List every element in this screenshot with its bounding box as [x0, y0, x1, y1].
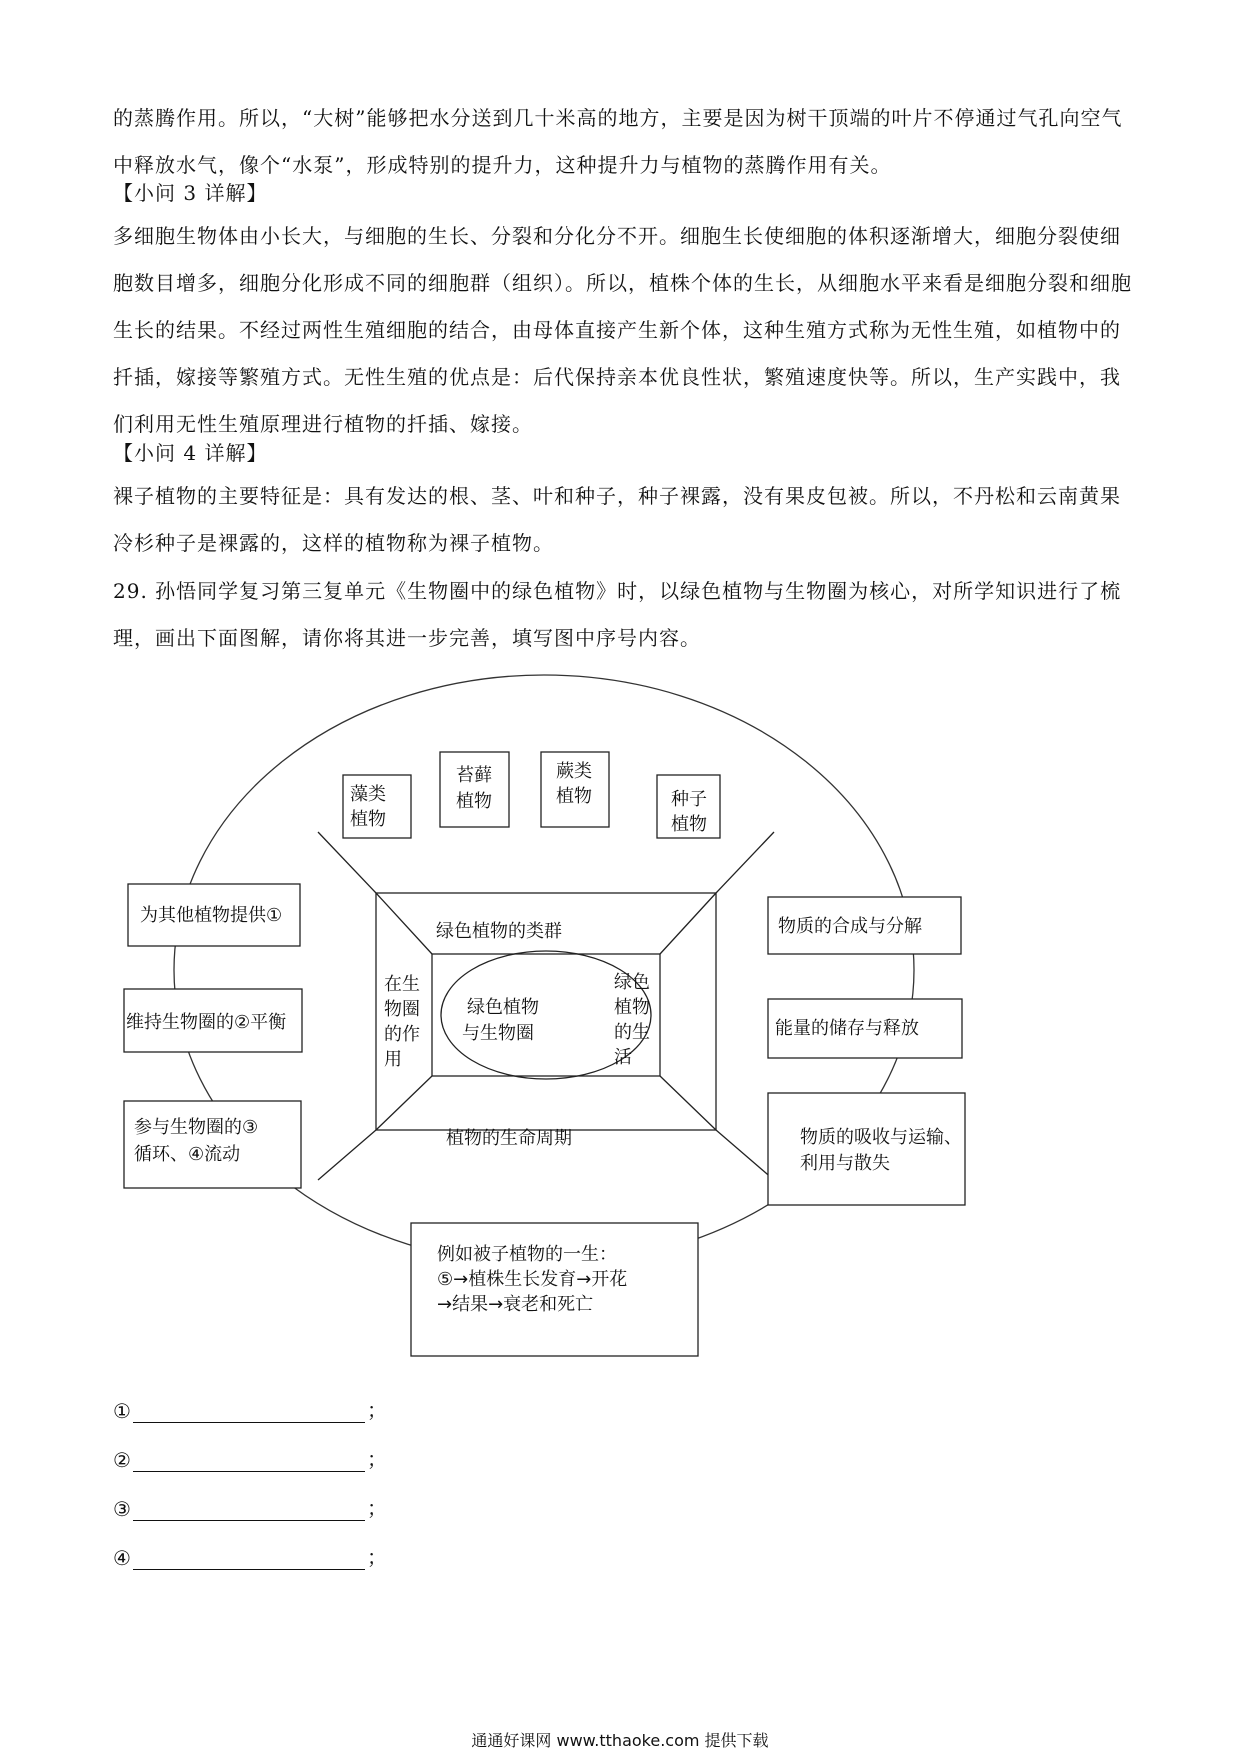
center-bottom-label: 植物的生命周期 — [446, 1128, 572, 1149]
center-left-label-2: 物圈 — [384, 999, 420, 1020]
right-1-label: 物质的合成与分解 — [778, 916, 922, 937]
moss-label-2: 植物 — [456, 791, 492, 812]
box-right-3 — [768, 1093, 965, 1205]
connector-line — [716, 1130, 774, 1180]
blank-3-number: ③ — [113, 1497, 131, 1521]
subquestion-4-heading: 【小问 4 详解】 — [113, 441, 268, 465]
blank-2-number: ② — [113, 1448, 131, 1472]
center-right-label-2: 植物 — [614, 997, 650, 1018]
center-left-label-1: 在生 — [384, 974, 420, 995]
blank-1-end: ； — [366, 1398, 387, 1422]
right-3-label-2: 利用与散失 — [800, 1153, 890, 1174]
blank-1-number: ① — [113, 1399, 131, 1423]
seed-label-2: 植物 — [671, 814, 707, 835]
fern-label-1: 蕨类 — [556, 761, 592, 782]
answer-blank-4[interactable] — [113, 1541, 387, 1570]
right-3-label-1: 物质的吸收与运输、 — [800, 1127, 962, 1148]
center-right-label-3: 的生 — [614, 1022, 650, 1043]
center-top-label: 绿色植物的类群 — [436, 921, 562, 942]
blank-4-number: ④ — [113, 1546, 131, 1570]
paragraph-transpiration: 的蒸腾作用。所以，“大树”能够把水分送到几十米高的地方，主要是因为树干顶端的叶片不停通过气孔向空气中释放水气，像个“水泵”，形成特别的提升力，这种提升力与植物的蒸腾作用有关。 — [113, 106, 1123, 177]
blank-3-line[interactable] — [133, 1498, 365, 1521]
right-2-label: 能量的储存与释放 — [775, 1018, 919, 1039]
box-moss — [440, 752, 509, 827]
answer-blank-1[interactable] — [113, 1394, 387, 1423]
moss-label-1: 苔藓 — [456, 765, 492, 786]
seed-label-1: 种子 — [671, 789, 707, 810]
blank-4-end: ； — [366, 1545, 387, 1569]
core-label-2: 与生物圈 — [462, 1023, 534, 1044]
center-left-label-3: 的作 — [384, 1024, 420, 1045]
answer-blank-3[interactable] — [113, 1492, 387, 1521]
center-right-label-1: 绿色 — [614, 972, 650, 993]
blank-2-line[interactable] — [133, 1449, 365, 1472]
lifecycle-label-3: →结果→衰老和死亡 — [437, 1294, 594, 1315]
center-left-label-4: 用 — [384, 1049, 402, 1070]
paragraph-gymnosperm: 裸子植物的主要特征是：具有发达的根、茎、叶和种子，种子裸露，没有果皮包被。所以，不丹松和云南黄果冷杉种子是裸露的，这样的植物称为裸子植物。 — [113, 484, 1121, 555]
lifecycle-label-2: ⑤→植株生长发育→开花 — [437, 1269, 628, 1290]
blank-2-end: ； — [366, 1447, 387, 1471]
connector-line — [318, 832, 376, 893]
fern-label-2: 植物 — [556, 786, 592, 807]
page-footer: 通通好课网 www.tthaoke.com 提供下载 — [471, 1731, 769, 1750]
paragraph-cell-growth: 多细胞生物体由小长大，与细胞的生长、分裂和分化分不开。细胞生长使细胞的体积逐渐增大，细胞分裂使细胞数目增多，细胞分化形成不同的细胞群（组织）。所以，植株个体的生长，从细胞水平来看是细胞分裂和细胞生长的结果。不经过两性生殖细胞的结合，由母体直接产生新个体，这种生殖方式称为无性生殖，如植物中的扦插，嫁接等繁殖方式。无性生殖的优点是：后代保持亲本优良性状，繁殖速度快等。所以，生产实践中，我们利用无性生殖原理进行植物的扦插、嫁接。 — [113, 224, 1132, 436]
blank-4-line[interactable] — [133, 1547, 365, 1570]
algae-label-1: 藻类 — [350, 784, 386, 805]
blank-3-end: ； — [366, 1496, 387, 1520]
lifecycle-label-1: 例如被子植物的一生： — [437, 1244, 617, 1265]
left-2-label: 维持生物圈的②平衡 — [126, 1012, 287, 1033]
algae-label-2: 植物 — [350, 809, 386, 830]
core-label-1: 绿色植物 — [467, 997, 539, 1018]
left-3-label-1: 参与生物圈的③ — [134, 1117, 259, 1138]
question-29-text: 29. 孙悟同学复习第三复单元《生物圈中的绿色植物》时，以绿色植物与生物圈为核心，对所学知识进行了梳理，画出下面图解，请你将其进一步完善，填写图中序号内容。 — [113, 579, 1122, 650]
answer-blank-2[interactable] — [113, 1443, 387, 1472]
connector-line — [318, 1130, 376, 1180]
blank-1-line[interactable] — [133, 1400, 365, 1423]
subquestion-3-heading: 【小问 3 详解】 — [113, 181, 268, 205]
center-right-label-4: 活 — [614, 1047, 632, 1068]
connector-line — [716, 832, 774, 893]
left-1-label: 为其他植物提供① — [140, 905, 283, 926]
left-3-label-2: 循环、④流动 — [134, 1144, 241, 1165]
